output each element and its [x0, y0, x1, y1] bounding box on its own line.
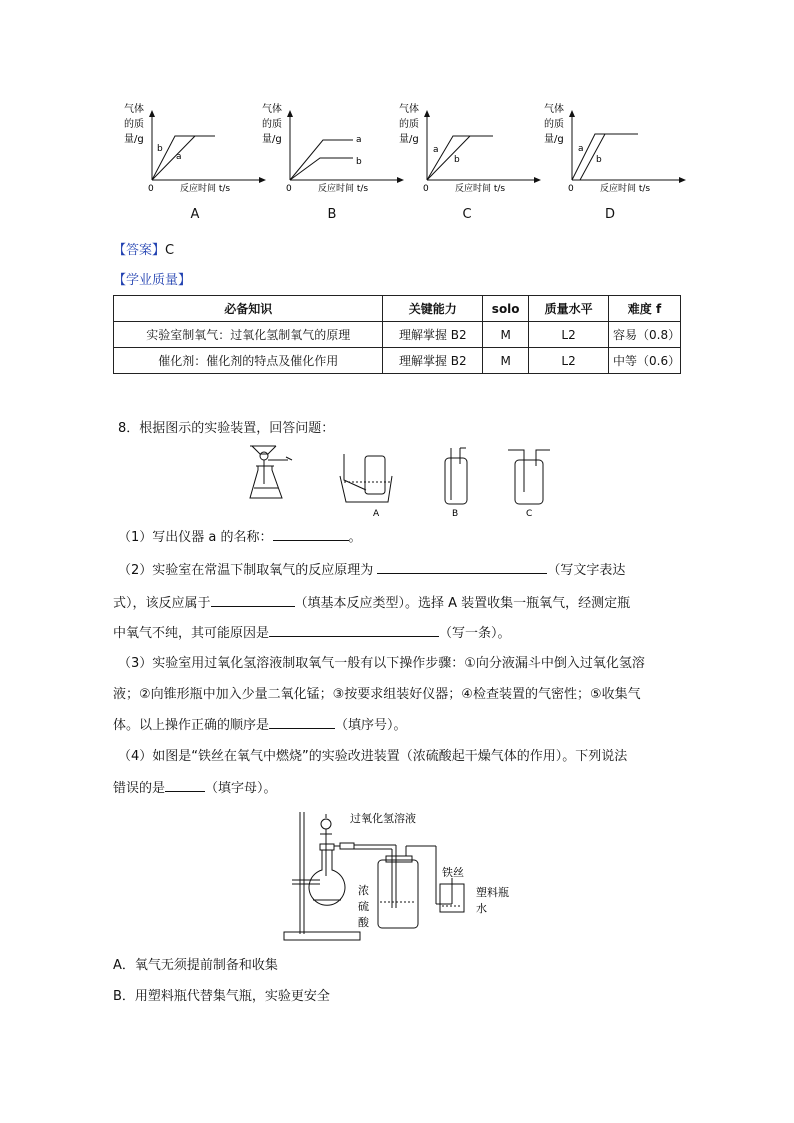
- blank-2[interactable]: [377, 561, 547, 574]
- option-label-a: A: [190, 207, 200, 222]
- q8-part-4-line-1: （4）如图是“铁丝在氧气中燃烧”的实验改进装置（浓硫酸起干燥气体的作用）。下列说法: [118, 749, 628, 764]
- part-1-end: 。: [348, 530, 362, 545]
- line-label: b: [157, 144, 163, 154]
- part-2-text: （写一条）。: [439, 626, 511, 641]
- graph-c: [395, 100, 545, 200]
- blank-3[interactable]: [211, 594, 295, 607]
- graph-y-label-2: 的质: [262, 119, 282, 130]
- table-header-row: [114, 296, 681, 322]
- quality-table: [113, 295, 681, 374]
- blank-4[interactable]: [269, 624, 439, 637]
- graph-y-label-2: 的质: [399, 119, 419, 130]
- option-label-c: C: [462, 207, 472, 222]
- table-cell: 实验室制氧气：过氧化氢制氧气的原理: [114, 322, 383, 348]
- graph-y-label-1: 气体: [124, 104, 144, 115]
- line-label: b: [454, 155, 460, 165]
- line-label: b: [356, 157, 362, 167]
- apparatus-figure: [240, 440, 560, 520]
- table-cell: 理解掌握 B2: [383, 322, 483, 348]
- graph-d: [540, 100, 690, 200]
- option-a[interactable]: A．氧气无须提前制备和收集: [113, 958, 278, 973]
- line-label: a: [356, 135, 362, 145]
- x-axis-label: 反应时间 t/s: [455, 184, 506, 194]
- quality-title: 【学业质量】: [113, 273, 192, 288]
- option-label-b: B: [327, 207, 337, 222]
- label-water: 水: [476, 902, 487, 915]
- line-label: a: [176, 152, 182, 162]
- label-plastic-bottle: 塑料瓶: [476, 886, 509, 899]
- table-cell: L2: [529, 322, 609, 348]
- option-b[interactable]: B．用塑料瓶代替集气瓶，实验更安全: [113, 989, 330, 1004]
- apparatus-b: [445, 448, 467, 504]
- part-2-text: （填基本反应类型）。选择 A 装置收集一瓶氧气，经测定瓶: [294, 596, 631, 611]
- graph-d-figure: [540, 100, 690, 200]
- origin-label: 0: [286, 184, 292, 194]
- blank-1[interactable]: [273, 528, 349, 541]
- table-row: [114, 322, 681, 348]
- part-2-text: （写文字表达: [547, 563, 626, 578]
- answer-line: [113, 239, 174, 258]
- table-header: 必备知识: [114, 296, 383, 322]
- table-header: 质量水平: [529, 296, 609, 322]
- x-axis-label: 反应时间 t/s: [600, 184, 651, 194]
- apparatus-label-b: B: [452, 509, 459, 519]
- graph-c-figure: [395, 100, 545, 200]
- graph-b: [258, 100, 408, 200]
- table-header: 关键能力: [383, 296, 483, 322]
- part-4-text: 错误的是: [113, 781, 166, 796]
- graph-y-label-1: 气体: [399, 104, 419, 115]
- flask-apparatus: [250, 446, 292, 498]
- origin-label: 0: [148, 184, 154, 194]
- apparatus-label-a: A: [373, 509, 380, 519]
- table-cell: 催化剂：催化剂的特点及催化作用: [114, 348, 383, 374]
- q8-part-3-line-1: （3）实验室用过氧化氢溶液制取氧气一般有以下操作步骤：①向分液漏斗中倒入过氧化氢溶: [118, 656, 645, 671]
- apparatus-c: [508, 450, 550, 504]
- graph-y-label-3: 量/g: [399, 134, 419, 145]
- part-3-text: 体。以上操作正确的顺序是: [113, 718, 270, 733]
- graph-y-label-2: 的质: [124, 119, 144, 130]
- part-2-text: 中氧气不纯，其可能原因是: [113, 626, 270, 641]
- table-header: 难度 f: [609, 296, 681, 322]
- table-cell: M: [483, 348, 529, 374]
- q8-part-3-line-3: [113, 716, 407, 735]
- part-2-text: 式），该反应属于: [113, 596, 211, 611]
- graph-y-label-3: 量/g: [544, 134, 564, 145]
- blank-6[interactable]: [165, 779, 205, 792]
- graph-b-figure: [258, 100, 408, 200]
- table-cell: M: [483, 322, 529, 348]
- table-row: [114, 348, 681, 374]
- table-cell: 容易（0.8）: [609, 322, 681, 348]
- option-label-d: D: [604, 207, 615, 222]
- table-cell: L2: [529, 348, 609, 374]
- graph-y-label-3: 量/g: [124, 134, 144, 145]
- graph-y-label-1: 气体: [544, 104, 564, 115]
- origin-label: 0: [423, 184, 429, 194]
- table-cell: 理解掌握 B2: [383, 348, 483, 374]
- x-axis-label: 反应时间 t/s: [318, 184, 369, 194]
- q8-part-2-line-2: [113, 594, 630, 613]
- q8-part-2-line-3: [113, 624, 511, 643]
- table-header: solo: [483, 296, 529, 322]
- line-label: a: [578, 144, 584, 154]
- apparatus-label-c: C: [526, 509, 533, 519]
- graph-a-figure: [120, 100, 270, 200]
- answer-value: C: [165, 243, 175, 258]
- iron-combustion-figure: [280, 808, 540, 948]
- x-axis-label: 反应时间 t/s: [180, 184, 231, 194]
- part-3-text: （填序号）。: [335, 718, 407, 733]
- part-1-text: （1）写出仪器 a 的名称：: [118, 530, 273, 545]
- blank-5[interactable]: [269, 716, 335, 729]
- label-acid-2: 硫: [358, 900, 369, 913]
- line-label: a: [433, 145, 439, 155]
- label-acid-3: 酸: [358, 916, 369, 929]
- question-stem: 8．根据图示的实验装置，回答问题：: [118, 421, 335, 436]
- part-2-text: （2）实验室在常温下制取氧气的反应原理为: [118, 563, 374, 578]
- q8-part-4-line-2: [113, 779, 277, 798]
- graph-y-label-2: 的质: [544, 119, 564, 130]
- label-acid-1: 浓: [358, 884, 369, 897]
- line-label: b: [596, 155, 602, 165]
- table-cell: 中等（0.6）: [609, 348, 681, 374]
- graph-y-label-1: 气体: [262, 104, 282, 115]
- graph-a: [120, 100, 270, 200]
- apparatus-a: [340, 454, 392, 502]
- label-iron: 铁丝: [442, 866, 464, 879]
- answer-label: 【答案】: [113, 243, 166, 258]
- part-4-text: （填字母）。: [205, 781, 277, 796]
- origin-label: 0: [568, 184, 574, 194]
- q8-part-3-line-2: 液；②向锥形瓶中加入少量二氧化锰；③按要求组装好仪器；④检查装置的气密性；⑤收集气: [113, 687, 641, 702]
- q8-part-1: [118, 528, 362, 547]
- label-h2o2: 过氧化氢溶液: [350, 812, 416, 825]
- graph-y-label-3: 量/g: [262, 134, 282, 145]
- q8-part-2-line-1: [118, 561, 625, 580]
